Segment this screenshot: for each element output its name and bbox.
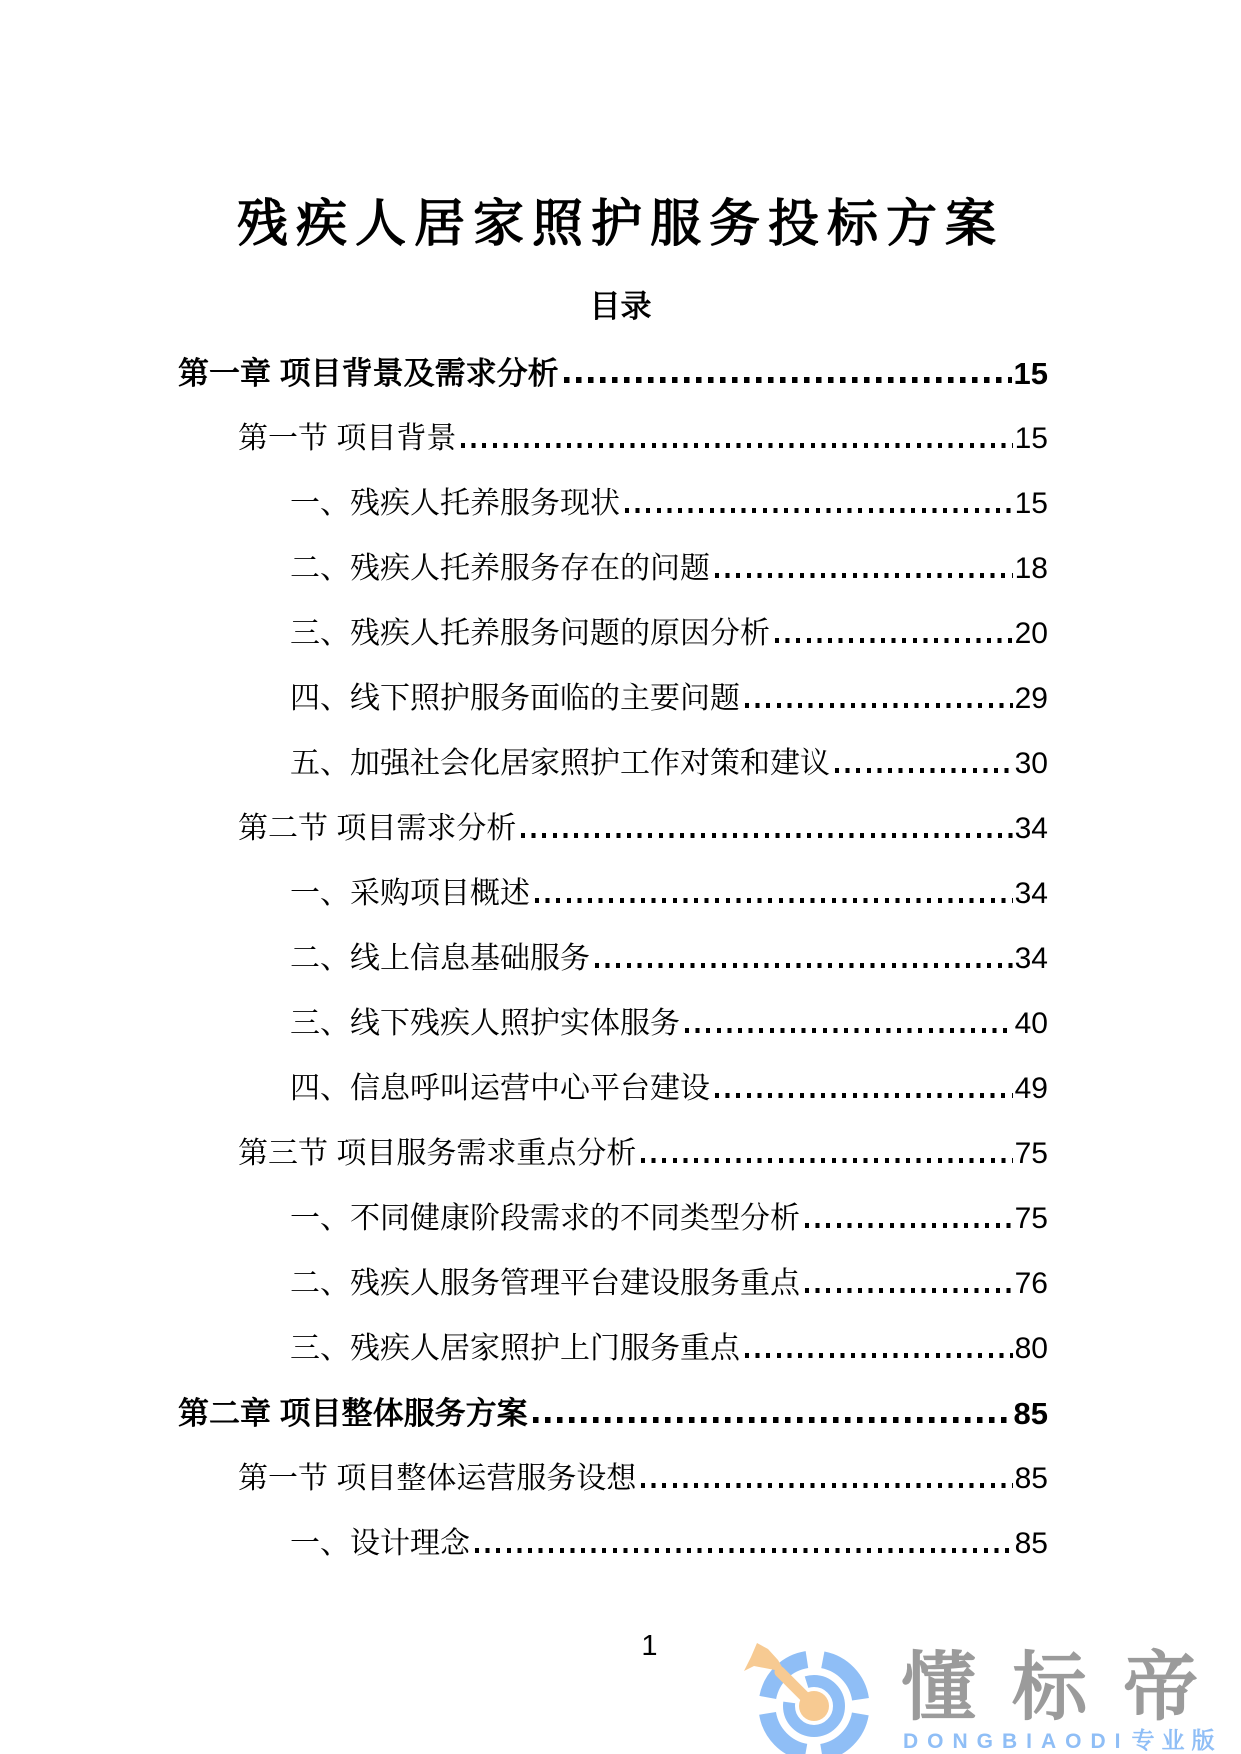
toc-leader-dots xyxy=(805,1186,1013,1251)
toc-leader-dots xyxy=(835,731,1013,796)
toc-page-number: 40 xyxy=(1014,1007,1048,1040)
toc-page-number: 15 xyxy=(1014,487,1048,520)
toc-entry-label: 一、采购项目概述 xyxy=(290,877,530,910)
brand-subtitle-latin: DONGBIAODI xyxy=(903,1730,1130,1753)
toc-entry-label: 三、线下残疾人照护实体服务 xyxy=(290,1007,680,1040)
toc-leader-dots xyxy=(685,991,1013,1056)
toc-entry[interactable] xyxy=(178,1511,1048,1576)
toc-page-number: 76 xyxy=(1014,1267,1048,1300)
toc-leader-dots xyxy=(745,666,1013,731)
toc-entry[interactable] xyxy=(178,1446,1048,1511)
toc-leader-dots xyxy=(641,1121,1012,1186)
toc-leader-dots xyxy=(475,1511,1013,1576)
toc-entry[interactable] xyxy=(178,666,1048,731)
toc-entry[interactable] xyxy=(178,1251,1048,1316)
toc-entry[interactable] xyxy=(178,796,1048,861)
toc-leader-dots xyxy=(535,861,1013,926)
toc-entry-label: 二、线上信息基础服务 xyxy=(290,942,590,975)
toc-entry-label: 三、残疾人托养服务问题的原因分析 xyxy=(290,617,770,650)
toc-entry-label: 第二章 项目整体服务方案 xyxy=(178,1396,528,1431)
target-dart-icon xyxy=(742,1640,874,1754)
toc-entry[interactable] xyxy=(178,406,1048,471)
brand-edition: 专业版 xyxy=(1131,1727,1222,1753)
toc-entry[interactable] xyxy=(178,1186,1048,1251)
toc-leader-dots xyxy=(805,1251,1013,1316)
toc-leader-dots xyxy=(595,926,1013,991)
toc-entry[interactable] xyxy=(178,1316,1048,1381)
toc-entry[interactable] xyxy=(178,861,1048,926)
toc-heading: 目录 xyxy=(589,289,652,324)
toc-entry-label: 第一章 项目背景及需求分析 xyxy=(178,356,559,391)
toc-page-number: 18 xyxy=(1014,552,1048,585)
toc-entry[interactable] xyxy=(178,341,1048,406)
toc-page-number: 15 xyxy=(1014,422,1048,455)
toc-page-number: 30 xyxy=(1014,747,1048,780)
toc-leader-dots xyxy=(521,796,1012,861)
toc-entry-label: 二、残疾人服务管理平台建设服务重点 xyxy=(290,1267,800,1300)
toc-entry-label: 四、信息呼叫运营中心平台建设 xyxy=(290,1072,710,1105)
toc-entry-label: 五、加强社会化居家照护工作对策和建议 xyxy=(290,747,830,780)
toc-entry[interactable] xyxy=(178,536,1048,601)
toc-entry[interactable] xyxy=(178,601,1048,666)
document-title: 残疾人居家照护服务投标方案 xyxy=(236,195,1004,252)
brand-subtitle xyxy=(903,1722,1222,1754)
toc-entry-label: 四、线下照护服务面临的主要问题 xyxy=(290,682,740,715)
toc-list xyxy=(178,341,1048,1576)
toc-entry-label: 一、不同健康阶段需求的不同类型分析 xyxy=(290,1202,800,1235)
brand-name: 懂标帝 xyxy=(901,1645,1235,1729)
toc-entry-label: 第二节 项目需求分析 xyxy=(238,812,517,845)
toc-leader-dots xyxy=(461,406,1012,471)
toc-entry[interactable] xyxy=(178,471,1048,536)
toc-page-number: 85 xyxy=(1014,1462,1048,1495)
footer-page-number: 1 xyxy=(641,1630,658,1662)
toc-leader-dots xyxy=(715,536,1013,601)
toc-leader-dots xyxy=(745,1316,1013,1381)
toc-entry[interactable] xyxy=(178,991,1048,1056)
toc-page-number: 34 xyxy=(1014,942,1048,975)
toc-entry-label: 一、残疾人托养服务现状 xyxy=(290,487,620,520)
toc-entry-label: 三、残疾人居家照护上门服务重点 xyxy=(290,1332,740,1365)
toc-page-number: 85 xyxy=(1013,1396,1048,1431)
toc-entry-label: 第一节 项目整体运营服务设想 xyxy=(238,1462,637,1495)
toc-leader-dots xyxy=(564,341,1012,406)
toc-page-number: 49 xyxy=(1014,1072,1048,1105)
toc-entry-label: 二、残疾人托养服务存在的问题 xyxy=(290,552,710,585)
toc-leader-dots xyxy=(775,601,1013,666)
toc-entry[interactable] xyxy=(178,1121,1048,1186)
toc-page-number: 15 xyxy=(1013,356,1048,391)
toc-leader-dots xyxy=(641,1446,1012,1511)
toc-page-number: 34 xyxy=(1014,877,1048,910)
toc-leader-dots xyxy=(533,1381,1012,1446)
toc-entry[interactable] xyxy=(178,1381,1048,1446)
toc-page-number: 34 xyxy=(1014,812,1048,845)
toc-leader-dots xyxy=(715,1056,1013,1121)
toc-page-number: 29 xyxy=(1014,682,1048,715)
toc-page-number: 20 xyxy=(1014,617,1048,650)
toc-entry-label: 第一节 项目背景 xyxy=(238,422,457,455)
toc-page-number: 75 xyxy=(1014,1137,1048,1170)
toc-page-number: 75 xyxy=(1014,1202,1048,1235)
toc-leader-dots xyxy=(625,471,1013,536)
toc-entry[interactable] xyxy=(178,926,1048,991)
toc-entry[interactable] xyxy=(178,731,1048,796)
toc-entry-label: 第三节 项目服务需求重点分析 xyxy=(238,1137,637,1170)
toc-page-number: 80 xyxy=(1014,1332,1048,1365)
toc-entry-label: 一、设计理念 xyxy=(290,1527,470,1560)
toc-entry[interactable] xyxy=(178,1056,1048,1121)
toc-page-number: 85 xyxy=(1014,1527,1048,1560)
